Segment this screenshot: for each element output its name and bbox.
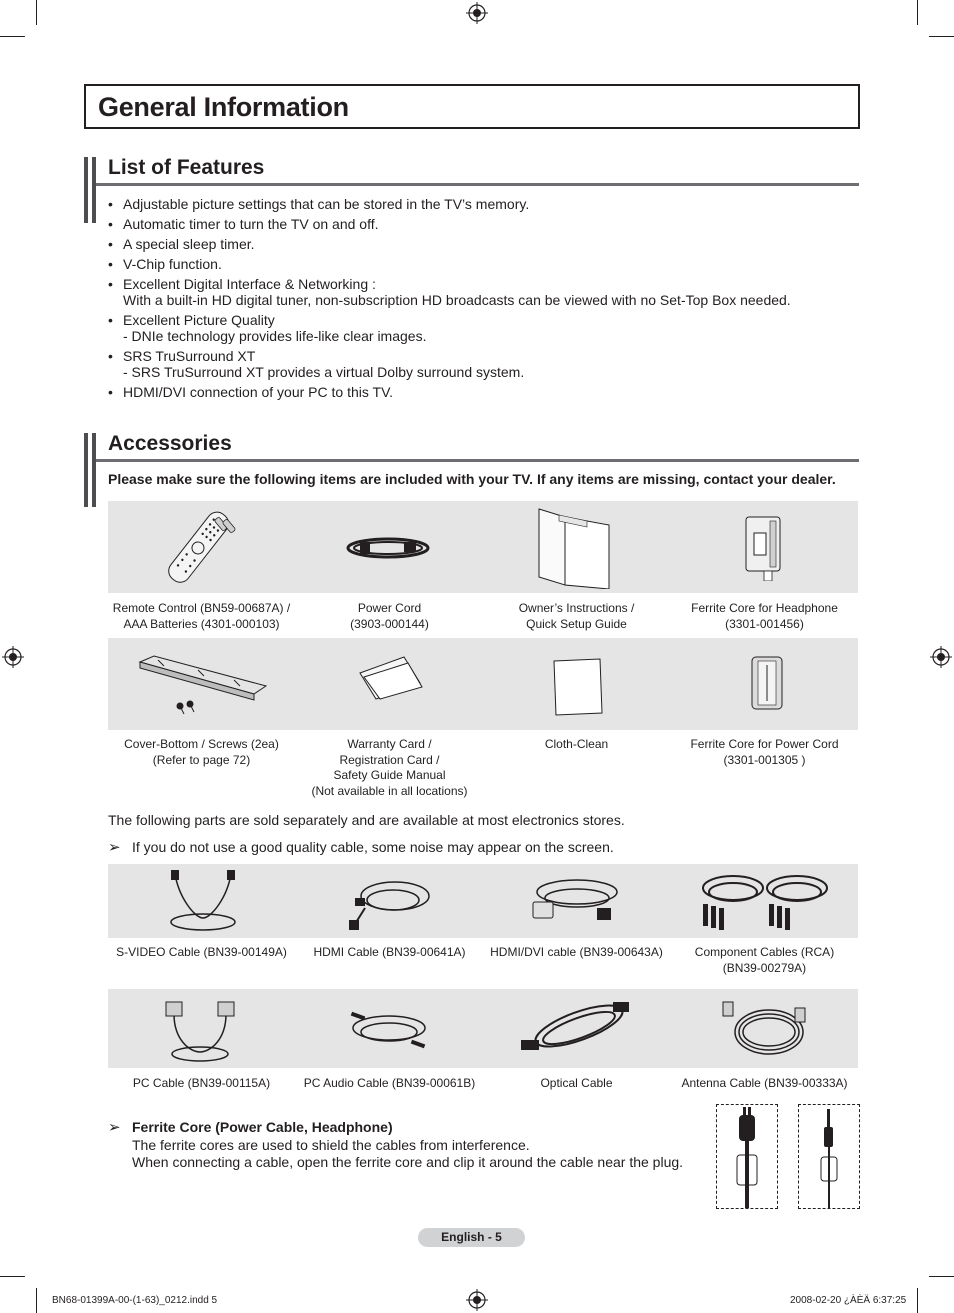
crop-mark [0, 36, 25, 37]
cable-label: PC Cable (BN39-00115A) [132, 1076, 271, 1090]
accessory-label: Ferrite Core for Power Cord (3301-001305 ) [690, 737, 839, 767]
list-item: • Automatic timer to turn the TV on and off. [108, 216, 379, 232]
antenna-cable-icon [719, 998, 811, 1062]
ferrite-core-icon [744, 515, 782, 581]
accessory-label: Cloth-Clean [544, 737, 609, 751]
page-title-box [84, 84, 860, 129]
crop-mark [917, 0, 918, 25]
cable-label: Optical Cable [540, 1076, 613, 1090]
crop-mark [929, 1276, 954, 1277]
headphone-plug-icon [799, 1105, 859, 1208]
hdmi-dvi-cable-icon [527, 870, 623, 934]
cable-label: S-VIDEO Cable (BN39-00149A) [116, 945, 287, 959]
ferrite-core-icon [750, 655, 784, 711]
registration-mark-icon [2, 646, 24, 668]
cover-bottom-icon [138, 652, 268, 716]
list-item: • SRS TruSurround XT - SRS TruSurround XT provides a virtual Dolby surround system. [108, 348, 525, 380]
features-list [108, 196, 868, 404]
section-bar [84, 157, 96, 223]
registration-mark-icon [466, 1289, 488, 1311]
warranty-card-icon [358, 655, 424, 701]
page-title: General Information [98, 92, 349, 122]
footer-file-info: BN68-01399A-00-(1-63)_0212.indd 5 [52, 1295, 218, 1306]
optical-cable-icon [517, 998, 633, 1060]
cable-label: PC Audio Cable (BN39-00061B) [303, 1076, 476, 1090]
list-item: • Excellent Picture Quality - DNIe technology provides life-like clear images. [108, 312, 427, 344]
footer-timestamp: 2008-02-20 ¿ÀÈÄ 6:37:25 [790, 1295, 907, 1306]
cable-note: If you do not use a good quality cable, some noise may appear on the screen. [132, 839, 614, 855]
svideo-cable-icon [165, 868, 241, 934]
ferrite-headphone-illustration [798, 1104, 860, 1209]
crop-mark [929, 36, 954, 37]
accessory-label: Power Cord (3903-000144) [350, 601, 429, 631]
accessories-notice: Please make sure the following items are included with your TV. If any items are missing, contact your dealer. [108, 471, 836, 487]
accessory-label: Remote Control (BN59-00687A) / AAA Batteries (4301-000103) [112, 601, 291, 631]
sold-separately-text: The following parts are sold separately and are available at most electronics stores. [108, 812, 625, 828]
pc-audio-cable-icon [347, 1004, 431, 1056]
ferrite-note-body: The ferrite cores are used to shield the cables from interference. When connecting a cable, open the ferrite core and clip it around the cable near the plug. [132, 1137, 684, 1170]
remote-control-icon [160, 505, 250, 589]
pc-cable-icon [160, 1000, 240, 1064]
list-item: • Adjustable picture settings that can be stored in the TV’s memory. [108, 196, 530, 212]
cable-label: Antenna Cable (BN39-00333A) [681, 1076, 848, 1090]
list-item: • Excellent Digital Interface & Networking : With a built-in HD digital tuner, non-subscription HD broadcasts can be viewed with no Set-Top Box needed. [108, 276, 791, 308]
accessory-label: Owner’s Instructions / Quick Setup Guide [518, 601, 635, 631]
component-cables-icon [697, 868, 833, 934]
crop-mark [917, 1288, 918, 1313]
ferrite-power-illustration [716, 1104, 778, 1209]
list-item: • HDMI/DVI connection of your PC to this TV. [108, 384, 394, 400]
features-title: List of Features [108, 156, 265, 179]
power-plug-icon [717, 1105, 777, 1208]
page-number-badge: English - 5 [418, 1228, 525, 1247]
crop-mark [36, 0, 37, 25]
accessory-label: Ferrite Core for Headphone (3301-001456) [691, 601, 838, 631]
cable-label: HDMI/DVI cable (BN39-00643A) [490, 945, 663, 959]
cleaning-cloth-icon [550, 657, 604, 717]
cable-label: HDMI Cable (BN39-00641A) [313, 945, 466, 959]
features-rule [96, 183, 859, 186]
manual-icon [535, 507, 615, 589]
registration-mark-icon [466, 2, 488, 24]
power-cord-icon [342, 528, 436, 568]
section-bar [84, 433, 96, 507]
ferrite-note-title: Ferrite Core (Power Cable, Headphone) [132, 1119, 393, 1135]
crop-mark [36, 1288, 37, 1313]
registration-mark-icon [930, 646, 952, 668]
list-item: • V-Chip function. [108, 256, 222, 272]
hdmi-cable-icon [345, 870, 435, 934]
accessories-title: Accessories [108, 432, 232, 455]
cable-label: Component Cables (RCA) (BN39-00279A) [694, 945, 835, 975]
note-arrow-icon: ➢ [108, 839, 121, 856]
list-item: • A special sleep timer. [108, 236, 255, 252]
crop-mark [0, 1276, 25, 1277]
accessory-label: Cover-Bottom / Screws (2ea) (Refer to page 72) [124, 737, 279, 767]
accessory-label: Warranty Card / Registration Card / Safety Guide Manual (Not available in all locations) [311, 737, 468, 798]
accessories-rule [96, 459, 859, 462]
note-arrow-icon: ➢ [108, 1119, 121, 1136]
